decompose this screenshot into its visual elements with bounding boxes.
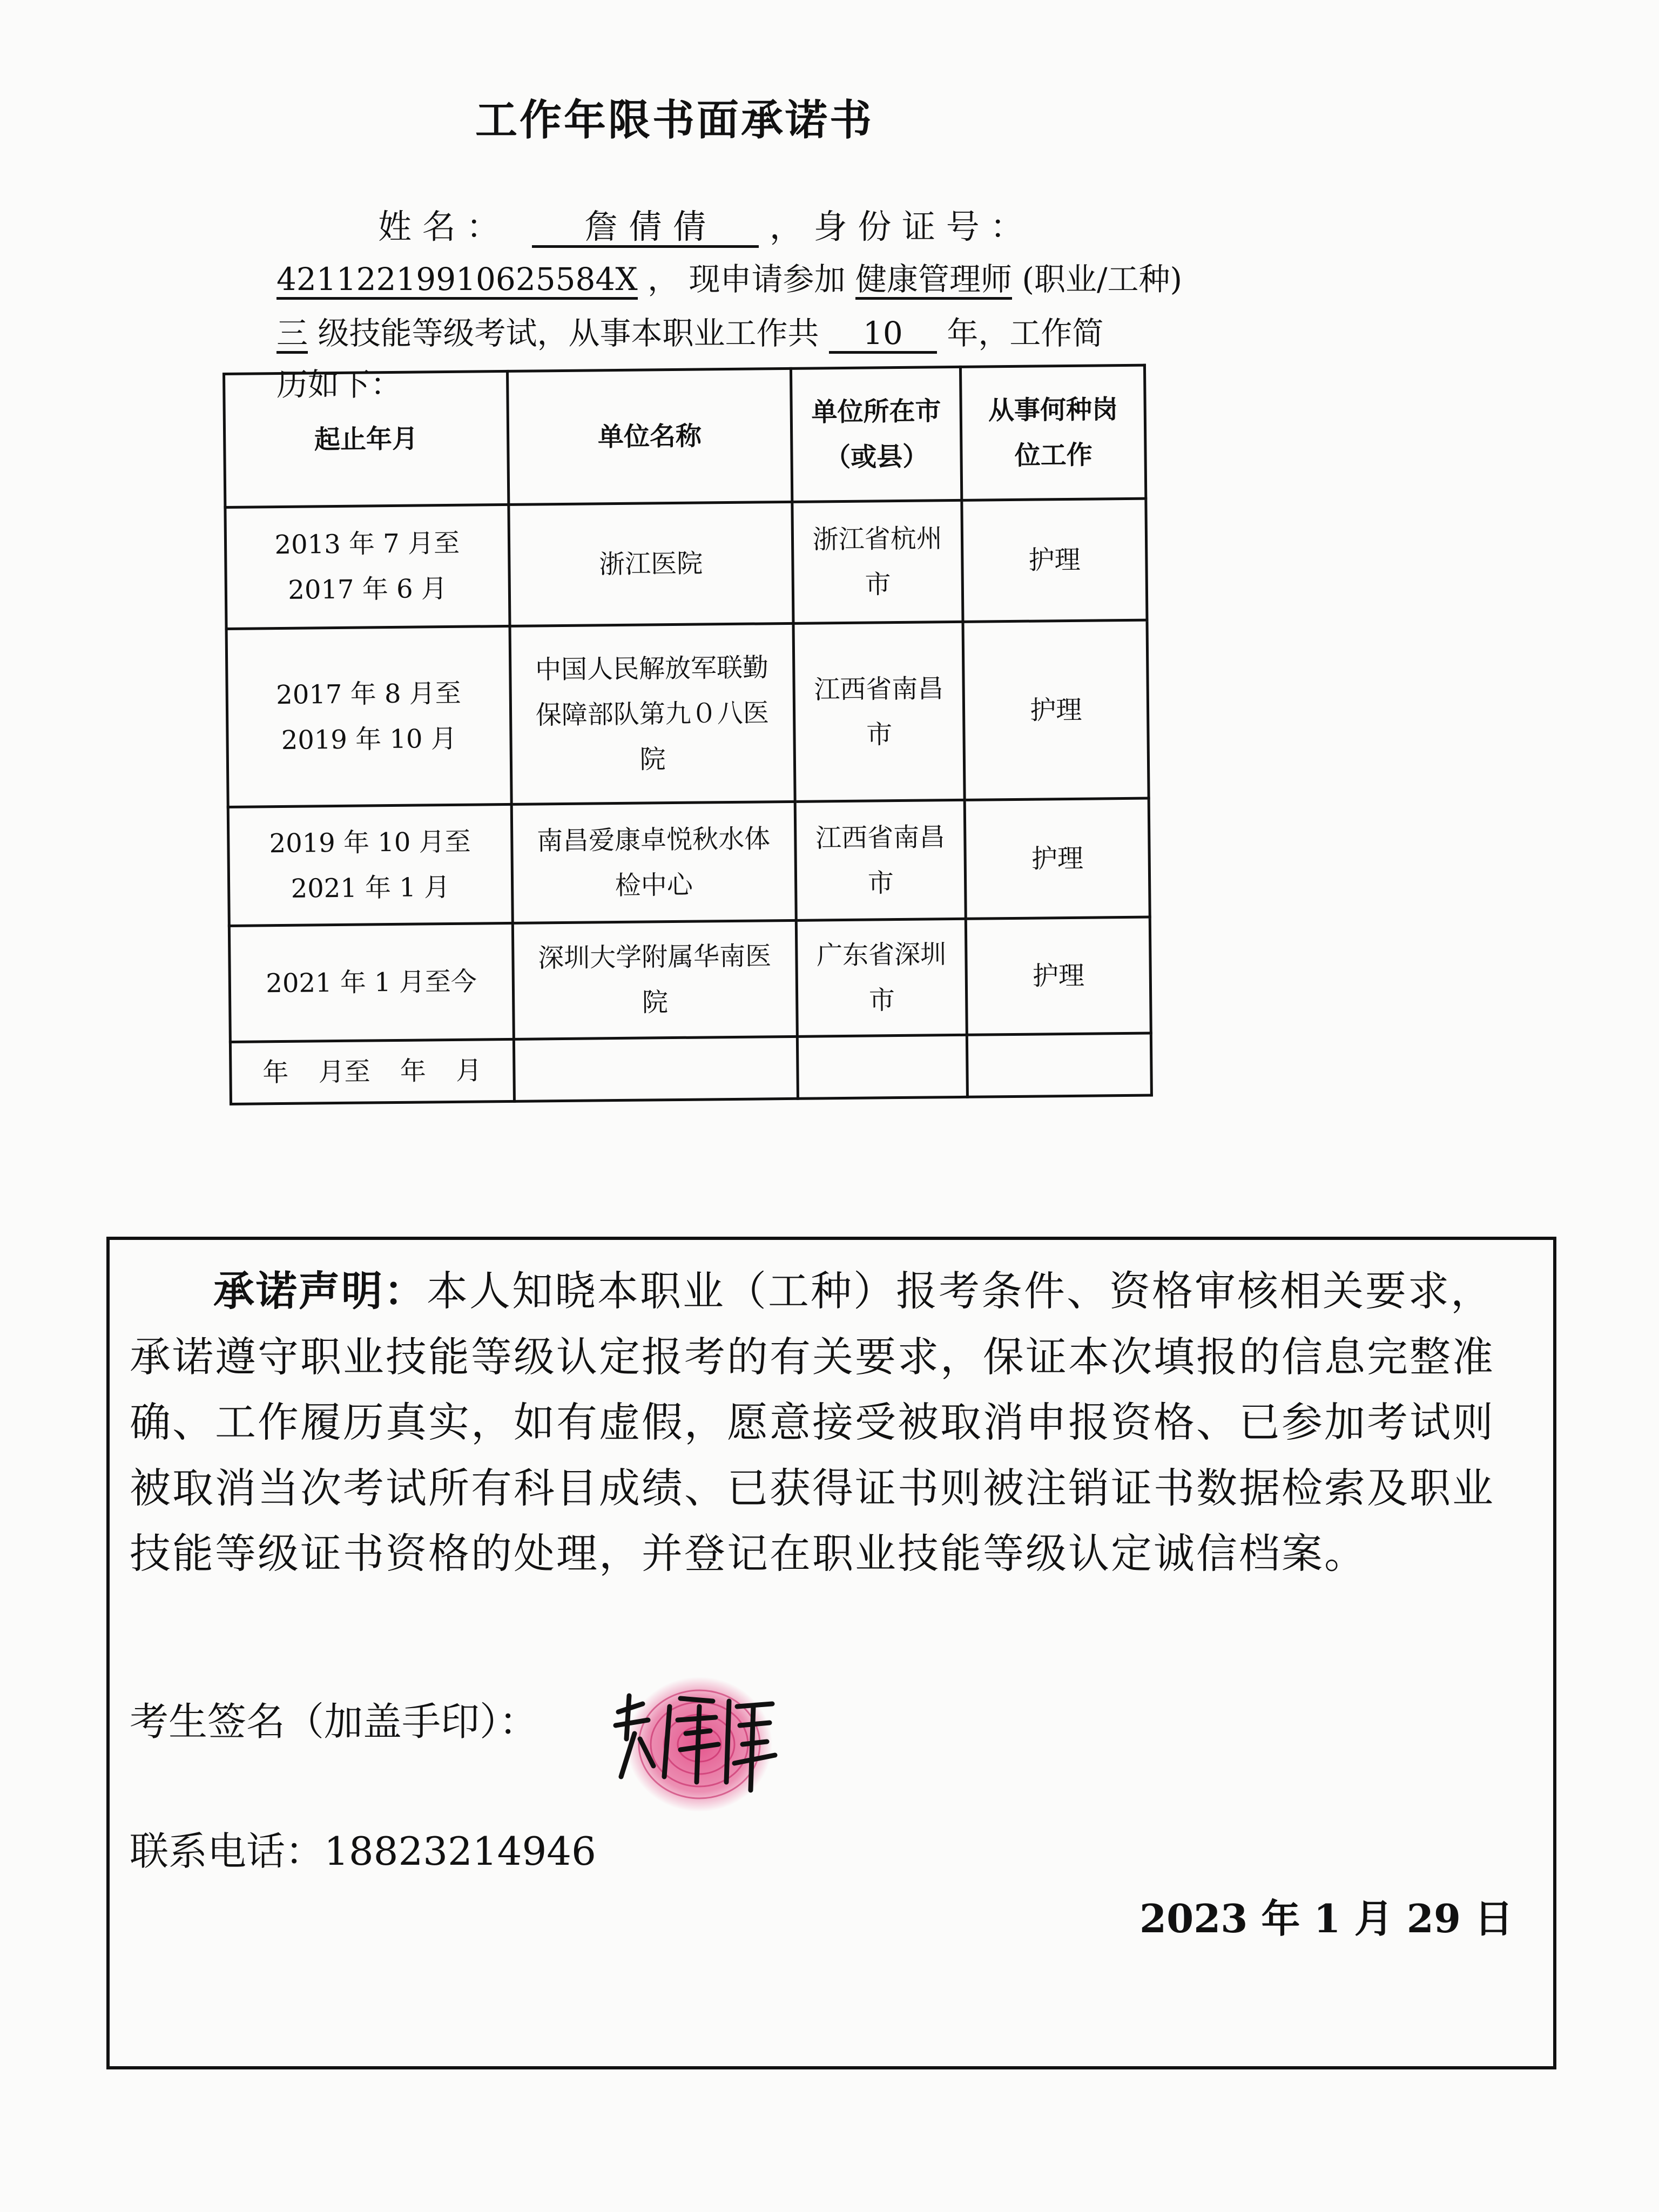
intro-line-2 [276, 254, 1182, 300]
document-title: 工作年限书面承诺书 [475, 96, 874, 145]
row-position: 护理 [963, 620, 1149, 800]
header-position: 从事何种岗位工作 [961, 365, 1146, 500]
row-period: 2013 年 7 月至 2017 年 6 月 [225, 504, 510, 629]
years-value: 10 [829, 316, 937, 354]
pledge-body: 本人知晓本职业（工种）报考条件、资格审核相关要求，承诺遵守职业技能等级认定报考的有关要求，保证本次填报的信息完整准确、工作履历真实，如有虚假，愿意接受被取消申报资格、已参加考试则被取消当次考试所有科目成绩、已获得证书则被注销证书数据检索及职业技能等级证书资格的处理，并登记在职业技能等级认定诚信档案。 [130, 1267, 1495, 1578]
apply-text-3: 级技能等级考试，从事本职业工作共 [318, 315, 819, 352]
table-row [228, 798, 1150, 926]
phone-value: 18823214946 [324, 1829, 596, 1874]
row-position: 护理 [966, 917, 1151, 1035]
row-city: 广东省深圳市 [796, 919, 967, 1036]
phone-label: 联系电话： [130, 1829, 325, 1874]
signing-date: 2023 年 1 月 29 日 [1139, 1896, 1514, 1941]
row-period: 2021 年 1 月至今 [229, 923, 514, 1042]
row-unit: 中国人民解放军联勤保障部队第九０八医院 [510, 623, 795, 804]
row-period: 2017 年 8 月至 2019 年 10 月 [226, 626, 511, 807]
row-position: 护理 [965, 798, 1150, 919]
row-period: 年 月至 年 月 [230, 1039, 514, 1104]
apply-text-2: (职业/工种) [1022, 261, 1183, 298]
intro-line-3 [276, 308, 1103, 354]
row-unit: 浙江医院 [508, 502, 793, 626]
table-row [226, 620, 1149, 807]
id-number-value: 42112219910625584X [276, 262, 638, 300]
table-row [229, 917, 1151, 1042]
name-value: 詹 倩 倩 [532, 208, 759, 248]
name-label: 姓 名 ： [378, 207, 500, 246]
row-period: 2019 年 10 月至 2021 年 1 月 [228, 804, 512, 926]
intro-line-1 [378, 200, 1023, 248]
header-city: 单位所在市（或县） [791, 367, 962, 502]
row-unit: 深圳大学附属华南医院 [512, 920, 797, 1039]
row-position [967, 1033, 1152, 1097]
table-row [225, 498, 1147, 629]
row-city [797, 1035, 968, 1098]
row-city: 江西省南昌市 [793, 622, 965, 801]
row-position: 护理 [962, 498, 1147, 622]
header-period: 起止年月 [224, 371, 509, 507]
header-unit: 单位名称 [507, 368, 792, 504]
row-city: 浙江省杭州市 [792, 500, 963, 623]
pledge-heading: 承诺声明： [213, 1267, 427, 1315]
signature-label: 考生签名（加盖手印）： [130, 1699, 538, 1744]
apply-text-4: 年，工作简 [947, 315, 1104, 352]
apply-text-5: 历如下： [276, 366, 402, 403]
row-city: 江西省南昌市 [795, 800, 966, 920]
occupation-value: 健康管理师 [855, 262, 1012, 300]
row-unit: 南昌爱康卓悦秋水体检中心 [511, 801, 797, 923]
apply-text-1: ， 现申请参加 [648, 261, 846, 298]
table-row [230, 1033, 1151, 1104]
phone-line [130, 1820, 596, 1876]
pledge-statement [130, 1258, 1528, 1587]
id-label: ， 身 份 证 号 ： [769, 207, 1024, 246]
level-value: 三 [276, 316, 308, 354]
signature-fingerprint-image [605, 1674, 783, 1820]
row-unit [514, 1036, 798, 1101]
work-history-table [222, 364, 1153, 1105]
table-header-row [224, 365, 1146, 507]
